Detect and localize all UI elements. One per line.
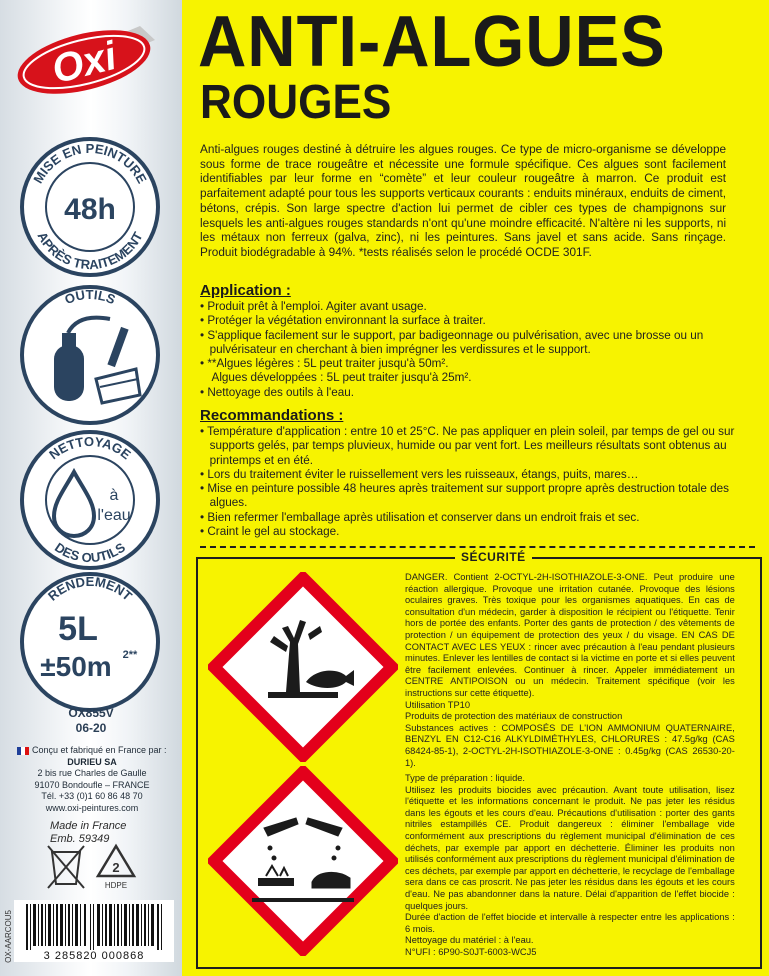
svg-text:DES OUTILS: DES OUTILS <box>52 539 128 566</box>
list-item: • Produit prêt à l'emploi. Agiter avant usage. <box>200 299 427 313</box>
badge-peinture <box>18 135 162 279</box>
security-heading: SÉCURITÉ <box>455 550 532 564</box>
environment-hazard-icon <box>208 572 398 762</box>
list-item: • **Algues légères : 5L peut traiter jusqu'à 50m². <box>200 356 449 371</box>
product-ref-date: 06-20 <box>75 721 107 735</box>
list-item: • Mise en peinture possible 48 heures après traitement sur support propre après destruction totale des algues. <box>200 481 729 510</box>
svg-text:2: 2 <box>112 860 120 875</box>
list-item: • Protéger la végétation environnant la surface à traiter. <box>200 313 486 328</box>
svg-text:48h: 48h <box>64 193 116 226</box>
svg-text:à: à <box>109 487 119 504</box>
svg-text:NETTOYAGE: NETTOYAGE <box>46 433 134 463</box>
svg-text:l'eau: l'eau <box>97 507 131 524</box>
brand-name: Oxi <box>47 33 121 93</box>
divider <box>200 546 755 548</box>
made-in-france: Made in France Emb. 59349 <box>50 820 127 845</box>
product-title: ANTI-ALGUES <box>198 2 666 82</box>
svg-text:HDPE: HDPE <box>104 881 128 890</box>
badge-nettoyage <box>18 428 162 572</box>
list-item: • S'applique facilement sur le support, par badigeonnage ou pulvérisation, avec une brosse ou un pulvérisateur en cherchant à bien imprégner les verdissures et le support. <box>200 327 704 356</box>
svg-text:5L: 5L <box>58 610 98 648</box>
svg-text:3 285820 000868: 3 285820 000868 <box>43 950 145 962</box>
product-description: Anti-algues rouges destiné à détruire les algues rouges. Ce type de micro-organisme se développe sous forme de trace rougeâtre et nécessite une formule spécifique. Ces algues sont facilement identifiables par leur forme en “comète” et leur couleur rougeâtre à marron. Ce produit est parfaitement adapté pour tous les supports verticaux courants : enduits minéraux, enduits de ciment, bétons, crépis. Son large spectre d'action lui permet de cibler ces types de champignons sur lesquels les anti-algues rouges standards n'ont qu'une moindre efficacité. N'altère ni les supports, ni les métaux non ferreux (galva, zinc), ni les peintures. Sans javel et sans acide. Sans rinçage. Produit biodégradable à 94%. *tests réalisés selon le procédé OCDE 301F. <box>200 142 727 259</box>
list-item: • Température d'application : entre 10 et 25°C. Ne pas appliquer en plein soleil, par temps de gel ou sur supports gelés, par temps pluvieux, humide ou par vent fort. Les meilleurs résultats sont obtenus au printemps et en été. <box>200 424 735 467</box>
application-heading: Application : <box>200 282 291 299</box>
brand-logo <box>10 18 160 98</box>
svg-text:2**: 2** <box>122 649 138 661</box>
recommandations-heading: Recommandations : <box>200 407 344 424</box>
svg-text:RENDEMENT: RENDEMENT <box>45 573 136 604</box>
badge-rendement <box>18 570 162 714</box>
list-item: • Nettoyage des outils à l'eau. <box>200 384 354 399</box>
france-flag-icon <box>17 747 29 755</box>
badge-outils <box>18 283 162 427</box>
recommandations-list <box>200 424 738 538</box>
crossed-bin-icon <box>48 846 84 888</box>
list-item: • Lors du traitement éviter le ruissellement vers les ruisseaux, étangs, puits, mares… <box>200 466 639 481</box>
recycling-marks <box>46 842 156 892</box>
security-text: DANGER. Contient 2-OCTYL-2H-ISOTHIAZOLE-3-ONE. Peut produire une réaction allergique. Provoque une irritation cutanée. Provoque des lésions oculaires graves. Très toxique pour les organismes aquatiques. En cas de consultation d'un médecin, garder à disposition le récipient ou l'étiquette. Tenir hors de portée des enfants. Porter des gants de protection / des vêtements de protection / un équipement de protection des yeux / du visage. EN CAS DE CONTACT AVEC LES YEUX : rincer avec précaution à l'eau pendant plusieurs minutes. Enlever les lentilles de contact si la victime en porte et si elles peuvent être facilement enlevées. Continuer à rincer. Appeler immédiatement un CENTRE ANTIPOISON ou un médecin. Traitement spécifique (voir les instructions sur cette étiquette). Utilisation TP10 Produits de protection des matériaux de construction Substances actives : COMPOSÉS DE L'ION AMMONIUM QUATERNAIRE, BENZYL EN C12-C16 ALKYLDIMÉTHYLES, CHLORURES : 47.5g/kg (CAS 68424-85-1), 2-OCTYL-2H-ISOTHIAZOLE-3-ONE : 0.45g/kg (CAS 26530-20-1). Type de préparation : liquide. Utilisez les produits biocides avec précaution. Avant toute utilisation, lisez l'étiquette et les informations concernant le produit. Ne pas jeter les résidus dans les égouts et les cours d'eau. Précautions d'utilisation : porter des gants nitriles estampillés CE. Produit dangereux : éliminer l'emballage vide conformément aux prescriptions du règlement municipal d'élimination de ces déchets, par exemple par apport en déchetterie. Éliminer les produits non utilisés conformément aux prescriptions du règlement municipal d'élimination de ces déchets, par exemple par apport en déchetterie, le recyclage de l'emballage sera dans ce cas proscrit. Ne pas jeter les résidus dans les égouts et les cours d'eau. Ne pas abandonner dans la nature. Délai d'apparition de l'effet biocide : quelques jours. Durée d'action de l'effet biocide et intervalle à respecter entre les applications : 6 mois. Nettoyage du matériel : à l'eau. N°UFI : 6P90-S0JT-6003-WCJ5 <box>405 572 735 958</box>
recycle-triangle-icon <box>98 846 134 890</box>
corrosive-hazard-icon <box>208 766 398 956</box>
list-item: • Bien refermer l'emballage après utilisation et conserver dans un endroit frais et sec. <box>200 509 640 524</box>
svg-text:MISE EN PEINTURE: MISE EN PEINTURE <box>30 141 150 186</box>
product-subtitle: ROUGES <box>200 76 392 129</box>
application-list <box>200 299 738 399</box>
svg-text:APRÈS TRAITEMENT: APRÈS TRAITEMENT <box>34 229 146 273</box>
list-item: • Craint le gel au stockage. <box>200 524 340 539</box>
manufacturer-address: Conçu et fabriqué en France par : DURIEU SA 2 bis rue Charles de Gaulle 91070 Bondoufle – FRANCE Tél. +33 (0)1 60 86 48 70 www.oxi-peintures.com <box>6 745 178 814</box>
svg-text:±50m: ±50m <box>40 651 112 682</box>
product-ref-code: OX855V <box>68 706 114 720</box>
list-item: Algues développées : 5L peut traiter jusqu'à 25m². <box>211 370 472 385</box>
vertical-code: OX-AARCOU5 <box>4 910 13 963</box>
barcode <box>14 900 174 962</box>
svg-text:OUTILS: OUTILS <box>62 286 118 308</box>
